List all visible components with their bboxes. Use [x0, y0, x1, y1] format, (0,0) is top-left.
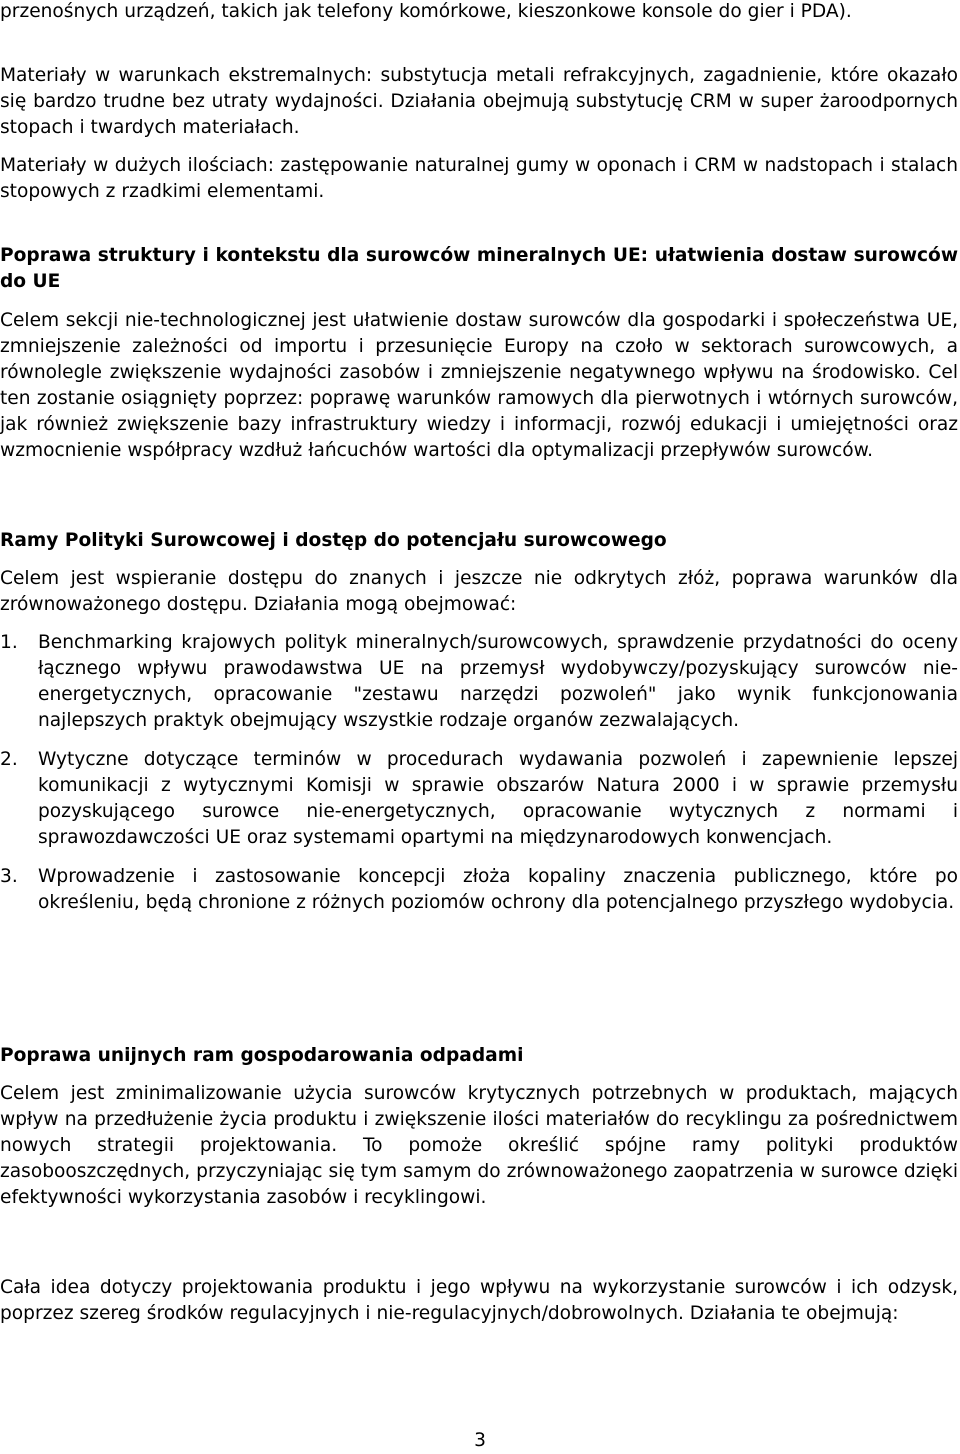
heading-mineral-raw-materials: Poprawa struktury i kontekstu dla surowców mineralnych UE: ułatwienia dostaw surowców do UE — [0, 245, 958, 292]
list-item-text: Wytyczne dotyczące terminów w procedurach wydawania pozwoleń i zapewnienie lepszej komunikacji z wytycznymi Komisji w sprawie obszarów Natura 2000 i w sprawie przemysłu pozyskującego surowce nie-energetycznych, opracowanie wytycznych z normami i sprawozdawczości UE oraz systemami opartymi na międzynarodowych konwencjach. — [38, 749, 958, 848]
list-item — [0, 630, 958, 734]
list-item — [0, 747, 958, 851]
heading-waste-management: Poprawa unijnych ram gospodarowania odpadami — [0, 1045, 524, 1066]
list-item-number: 1. — [0, 632, 18, 653]
paragraph-critical-materials-design: Celem jest zminimalizowanie użycia surowców krytycznych potrzebnych w produktach, mających wpływ na przedłużenie życia produktu i zwiększenie ilości materiałów do recyklingu za pośrednictwem nowych strategii projektowania. To pomoże określić spójne ramy polityki produktów zasobooszczędnych, przyczyniając się tym samym do zrównoważonego zaopatrzenia w surowce dzięki efektywności wykorzystania zasobów i recyklingowi. — [0, 1083, 958, 1208]
list-item — [0, 864, 958, 916]
list-item-number: 3. — [0, 866, 18, 887]
paragraph-product-design-idea: Cała idea dotyczy projektowania produktu i jego wpływu na wykorzystanie surowców i ich odzysk, poprzez szereg środków regulacyjnych i nie-regulacyjnych/dobrowolnych. Działania te obejmują: — [0, 1277, 958, 1324]
list-item-text: Benchmarking krajowych polityk mineralnych/surowcowych, sprawdzenie przydatności do oceny łącznego wpływu prawodawstwa UE na przemysł wydobywczy/pozyskujący surowców nie-energetycznych, opracowanie "zestawu narzędzi pozwoleń" jako wynik funkcjonowania najlepszych praktyk obejmujący wszystkie rodzaje organów zezwalających. — [38, 632, 958, 731]
action-list — [0, 630, 958, 916]
page-number: 3 — [474, 1430, 486, 1451]
list-item-text: Wprowadzenie i zastosowanie koncepcji złoża kopaliny znaczenia publicznego, które po określeniu, będą chronione z różnych poziomów ochrony dla potencjalnego przyszłego wydobycia. — [38, 866, 958, 913]
list-item-number: 2. — [0, 749, 18, 770]
paragraph-intro-continuation: przenośnych urządzeń, takich jak telefony komórkowe, kieszonkowe konsole do gier i PDA). — [0, 1, 852, 22]
paragraph-access-support: Celem jest wspieranie dostępu do znanych i jeszcze nie odkrytych złóż, poprawa warunków dla zrównoważonego dostępu. Działania mogą obejmować: — [0, 568, 958, 615]
paragraph-non-technology-section: Celem sekcji nie-technologicznej jest ułatwienie dostaw surowców dla gospodarki i społeczeństwa UE, zmniejszenie zależności od importu i przesunięcie Europy na czoło w sektorach surowcowych, a równolegle zwiększenie wydajności zasobów i zmniejszenie negatywnego wpływu na środowisko. Cel ten zostanie osiągnięty poprzez: poprawę warunków ramowych dla pierwotnych i wtórnych surowców, jak również zwiększenie bazy infrastruktury wiedzy i informacji, rozwój edukacji i umiejętności oraz wzmocnienie współpracy wzdłuż łańcuchów wartości dla optymalizacji przepływów surowców. — [0, 310, 958, 461]
paragraph-extreme-materials: Materiały w warunkach ekstremalnych: substytucja metali refrakcyjnych, zagadnienie, które okazało się bardzo trudne bez utraty wydajności. Działania obejmują substytucję CRM w super żaroodpornych stopach i twardych materiałach. — [0, 65, 958, 138]
paragraph-bulk-materials: Materiały w dużych ilościach: zastępowanie naturalnej gumy w oponach i CRM w nadstopach i stalach stopowych z rzadkimi elementami. — [0, 155, 958, 202]
heading-raw-materials-policy: Ramy Polityki Surowcowej i dostęp do potencjału surowcowego — [0, 530, 667, 551]
